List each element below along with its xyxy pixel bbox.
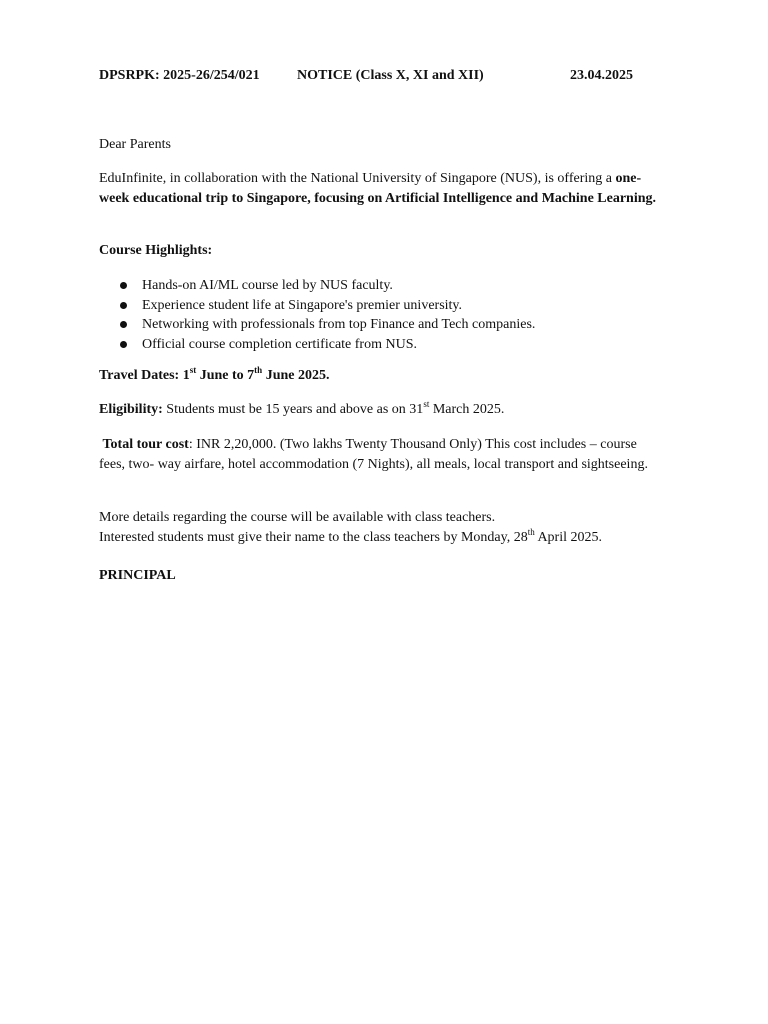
eligibility-text: Students must be 15 years and above as on 31	[162, 402, 424, 417]
notice-date: 23.04.2025	[570, 68, 633, 83]
signature: PRINCIPAL	[99, 568, 176, 583]
eligibility-end: March 2025.	[429, 402, 505, 417]
list-item	[99, 296, 659, 316]
details-line-2-sup: th	[527, 526, 535, 537]
tour-cost	[99, 435, 659, 474]
list-item	[99, 335, 659, 355]
cost-label: Total tour cost	[102, 437, 189, 452]
highlight-text: Official course completion certificate from NUS.	[142, 336, 417, 352]
list-item	[99, 276, 659, 296]
notice-header	[99, 68, 659, 88]
travel-start-day: 1	[182, 368, 190, 383]
highlight-text: Networking with professionals from top Finance and Tech companies.	[142, 317, 536, 332]
intro-paragraph	[99, 169, 659, 208]
bullet-icon	[120, 302, 127, 309]
cost-text: : INR 2,20,000. (Two lakhs Twenty Thousand Only) This cost includes – course fees, two- way airfare, hotel accommodation (7 Nights), all meals, local transport and sightseeing.	[99, 437, 648, 472]
eligibility	[99, 400, 659, 420]
details-line-2-end: April 2025.	[534, 529, 602, 545]
details-paragraph	[99, 508, 659, 547]
bullet-icon	[120, 282, 127, 289]
highlight-text: Hands-on AI/ML course led by NUS faculty.	[142, 278, 393, 293]
travel-label: Travel Dates:	[99, 368, 183, 383]
details-line-2	[99, 528, 659, 548]
highlights-heading: Course Highlights:	[99, 243, 213, 258]
bullet-icon	[120, 321, 127, 328]
travel-start-sup: st	[189, 365, 197, 375]
highlights-list	[99, 276, 659, 354]
travel-end-sup: th	[254, 365, 263, 375]
travel-end: June 2025.	[262, 368, 330, 383]
details-line-2-text: Interested students must give their name to the class teachers by Monday, 28	[99, 529, 528, 545]
highlight-text: Experience student life at Singapore's premier university.	[142, 297, 463, 313]
list-item	[99, 315, 659, 335]
eligibility-label: Eligibility:	[99, 402, 163, 417]
bullet-icon	[120, 341, 127, 348]
intro-text: EduInfinite, in collaboration with the National University of Singapore (NUS), is offering a	[99, 171, 616, 186]
travel-end-day: 7	[247, 368, 255, 383]
details-line-1: More details regarding the course will be available with class teachers.	[99, 510, 496, 525]
notice-title: NOTICE (Class X, XI and XII)	[297, 68, 484, 83]
reference-number: DPSRPK: 2025-26/254/021	[99, 68, 260, 83]
travel-middle: June to	[196, 368, 248, 383]
travel-dates	[99, 366, 659, 386]
intro-bold-text: one-week educational trip to Singapore, focusing on Artificial Intelligence and Machine Learning.	[99, 171, 657, 206]
eligibility-sup: st	[423, 399, 430, 409]
salutation: Dear Parents	[99, 137, 171, 152]
